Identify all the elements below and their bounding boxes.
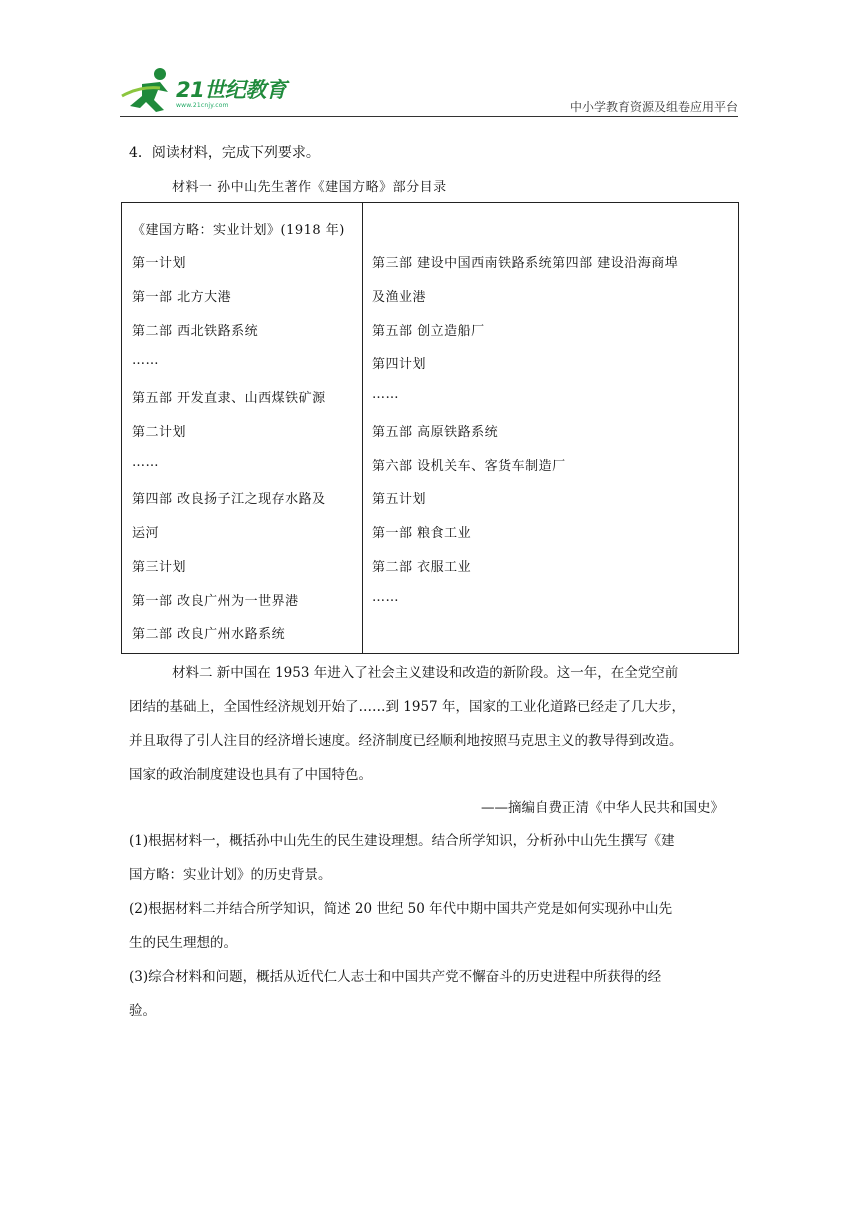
toc-line: 第四部 改良扬子江之现存水路及 [132,492,326,507]
question-line: (1)根据材料一，概括孙中山先生的民生建设理想。结合所学知识，分析孙中山先生撰写《建 [129,833,675,849]
material2-paragraph [129,656,735,792]
toc-line: 第四计划 [372,357,427,372]
toc-line: …… [372,387,399,402]
paragraph-line: 材料二 新中国在 1953 年进入了社会主义建设和改造的新阶段。这一年，在全党空前 [172,665,679,681]
toc-line: 第一部 改良广州为一世界港 [132,594,299,609]
toc-line: 第五计划 [372,492,427,507]
toc-line: 第一计划 [132,256,187,271]
question-line: (3)综合材料和问题，概括从近代仁人志士和中国共产党不懈奋斗的历史进程中所获得的经 [129,969,662,985]
question-line: 生的民生理想的。 [129,935,237,951]
toc-line: 及渔业港 [372,290,427,305]
paragraph-line: 国家的政治制度建设也具有了中国特色。 [129,767,372,783]
material2-source: ——摘编自费正清《中华人民共和国史》 [481,800,724,816]
toc-line: 第三计划 [132,560,187,575]
toc-line: 第二部 衣服工业 [372,560,472,575]
toc-line: 运河 [132,526,160,541]
toc-line: 第一部 北方大港 [132,290,232,305]
toc-table [121,202,739,654]
toc-line: …… [132,455,159,470]
sub-question-3 [129,960,735,1028]
toc-column-divider [362,203,363,653]
toc-line: 第三部 建设中国西南铁路系统第四部 建设沿海商埠 [372,256,679,271]
logo-wordmark: 21世纪教育 [176,78,287,102]
logo-url: www.21cnjy.com [176,102,229,109]
question-line: 国方略：实业计划》的历史背景。 [129,867,332,883]
question-intro: 4．阅读材料，完成下列要求。 [129,145,320,161]
paragraph-line: 并且取得了引人注目的经济增长速度。经济制度已经顺利地按照马克思主义的教导得到改造。 [129,733,683,749]
page-header [120,62,738,118]
toc-line: …… [372,590,399,605]
toc-line: 第五部 高原铁路系统 [372,425,499,440]
toc-line: 第五部 开发直隶、山西煤铁矿源 [132,391,326,406]
question-line: 验。 [129,1003,156,1019]
toc-line: 第一部 粮食工业 [372,526,472,541]
sub-question-2 [129,892,735,960]
header-divider [120,116,738,117]
runner-logo-icon [120,66,180,116]
toc-line: …… [132,353,159,368]
toc-line: 《建国方略：实业计划》(1918 年) [132,223,345,238]
logo [120,66,320,116]
toc-line: 第二部 改良广州水路系统 [132,627,286,642]
question-line: (2)根据材料二并结合所学知识，简述 20 世纪 50 年代中期中国共产党是如何实现孙中山先 [129,901,673,917]
toc-line: 第六部 设机关车、客货车制造厂 [372,459,566,474]
toc-line: 第五部 创立造船厂 [372,324,485,339]
paragraph-line: 团结的基础上，全国性经济规划开始了……到 1957 年，国家的工业化道路已经走了几大步， [129,699,685,715]
material1-title: 材料一 孙中山先生著作《建国方略》部分目录 [172,180,447,195]
toc-line: 第二计划 [132,425,187,440]
sub-question-1 [129,824,735,892]
platform-name: 中小学教育资源及组卷应用平台 [569,100,738,114]
toc-line: 第二部 西北铁路系统 [132,324,259,339]
